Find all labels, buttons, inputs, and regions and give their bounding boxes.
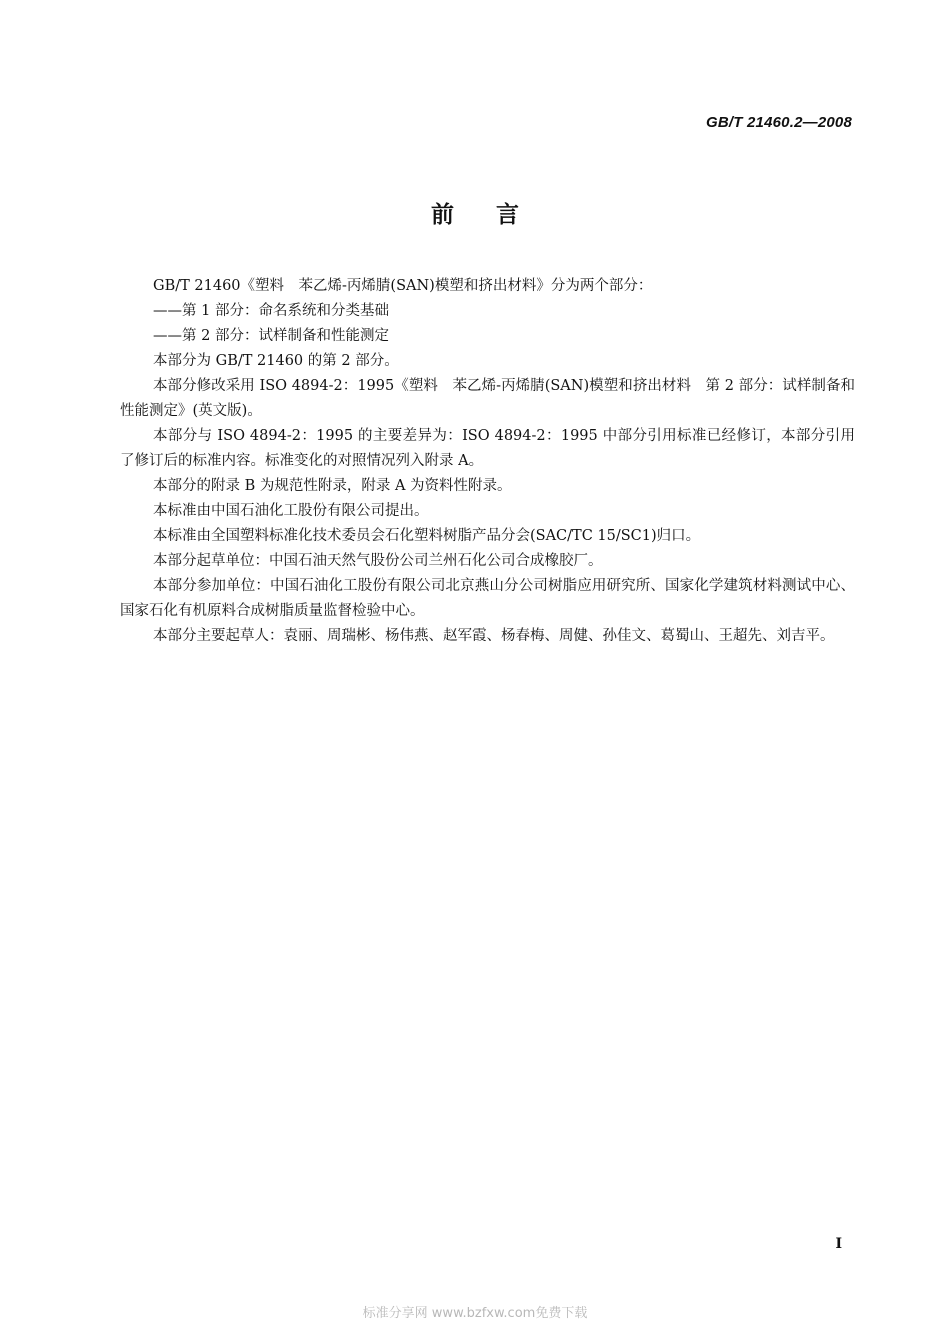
standard-code: GB/T 21460.2—2008 — [706, 114, 852, 131]
paragraph: 本部分的附录 B 为规范性附录，附录 A 为资料性附录。 — [153, 478, 512, 494]
foreword-body — [120, 274, 855, 649]
paragraph: ——第 1 部分：命名系统和分类基础 — [153, 303, 389, 319]
paragraph: 本部分修改采用 ISO 4894-2：1995《塑料 苯乙烯-丙烯腈(SAN)模塑和挤出材料 第 2 部分：试样制备和性能测定》(英文版)。 — [120, 378, 855, 419]
paragraph: 本标准由全国塑料标准化技术委员会石化塑料树脂产品分会(SAC/TC 15/SC1)归口。 — [153, 528, 701, 544]
page-number: I — [835, 1236, 842, 1252]
paragraph: GB/T 21460《塑料 苯乙烯-丙烯腈(SAN)模塑和挤出材料》分为两个部分： — [153, 278, 653, 294]
paragraph: 本部分参加单位：中国石油化工股份有限公司北京燕山分公司树脂应用研究所、国家化学建筑材料测试中心、国家石化有机原料合成树脂质量监督检验中心。 — [120, 578, 855, 619]
watermark-text: 标准分享网 www.bzfxw.com免费下载 — [362, 1306, 588, 1321]
paragraph: 本部分起草单位：中国石油天然气股份公司兰州石化公司合成橡胶厂。 — [153, 553, 603, 569]
paragraph: 本标准由中国石油化工股份有限公司提出。 — [153, 503, 429, 519]
page-title: 前言 — [431, 202, 561, 228]
paragraph: ——第 2 部分：试样制备和性能测定 — [153, 328, 389, 344]
paragraph: 本部分与 ISO 4894-2：1995 的主要差异为：ISO 4894-2：1995 中部分引用标准已经修订，本部分引用了修订后的标准内容。标准变化的对照情况列入附录 A。 — [120, 428, 855, 469]
paragraph: 本部分为 GB/T 21460 的第 2 部分。 — [153, 353, 399, 369]
paragraph: 本部分主要起草人：袁丽、周瑞彬、杨伟燕、赵军霞、杨春梅、周健、孙佳文、葛蜀山、王超先、刘吉平。 — [153, 628, 835, 644]
